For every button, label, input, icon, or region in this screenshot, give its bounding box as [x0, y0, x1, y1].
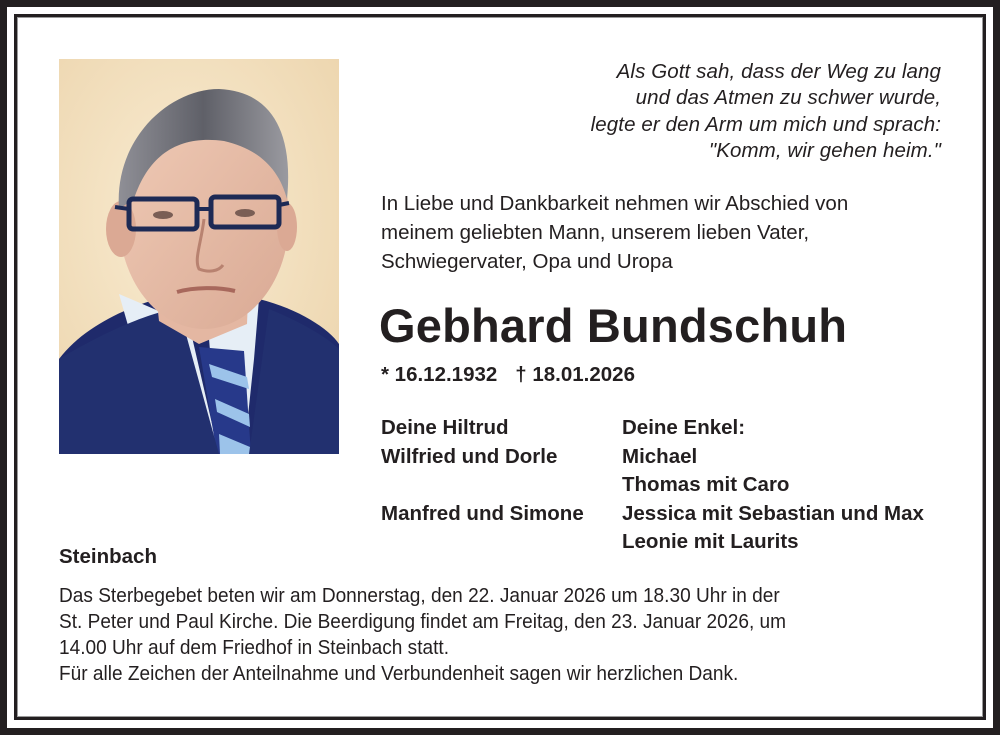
grandchildren-heading: Deine Enkel:	[622, 416, 746, 439]
poem-line: und das Atmen zu schwer wurde,	[635, 86, 941, 110]
poem-line: "Komm, wir gehen heim."	[708, 138, 941, 162]
poem-quote	[591, 59, 941, 164]
service-details	[59, 583, 786, 687]
family-member: Manfred und Simone	[381, 501, 584, 525]
intro-line: meinem geliebten Mann, unserem lieben Vater,	[381, 220, 810, 244]
deceased-name: Gebhard Bundschuh	[379, 299, 848, 352]
poem-line: legte er den Arm um mich und sprach:	[590, 112, 941, 136]
intro-line: Schwiegervater, Opa und Uropa	[381, 249, 673, 273]
family-member: Wilfried und Dorle	[381, 444, 558, 468]
family-member	[381, 471, 584, 500]
family-member: Thomas mit Caro	[622, 473, 790, 496]
thanks-line: Für alle Zeichen der Anteilnahme und Verbundenheit sagen wir herzlichen Dank.	[59, 662, 739, 685]
family-member: Deine Hiltrud	[381, 416, 509, 439]
portrait-photo	[59, 59, 339, 454]
portrait-image	[59, 59, 339, 454]
service-line: Das Sterbegebet beten wir am Donnerstag, den 22. Januar 2026 um 18.30 Uhr in der	[59, 584, 780, 607]
family-member: Jessica mit Sebastian und Max	[622, 501, 924, 525]
service-line: St. Peter und Paul Kirche. Die Beerdigung findet am Freitag, den 23. Januar 2026, um	[59, 610, 787, 633]
life-dates	[381, 361, 635, 389]
intro-line: In Liebe und Dankbarkeit nehmen wir Abschied von	[381, 192, 849, 215]
service-line: 14.00 Uhr auf dem Friedhof in Steinbach statt.	[59, 636, 450, 659]
place-name: Steinbach	[59, 545, 157, 568]
intro-text	[381, 190, 848, 276]
family-list-grandchildren	[622, 414, 924, 557]
birth-date: * 16.12.1932	[381, 363, 498, 386]
poem-line: Als Gott sah, dass der Weg zu lang	[616, 60, 941, 83]
family-list-left	[381, 414, 584, 528]
death-date: † 18.01.2026	[515, 363, 635, 386]
family-member: Leonie mit Laurits	[622, 530, 799, 553]
family-member: Michael	[622, 444, 698, 468]
